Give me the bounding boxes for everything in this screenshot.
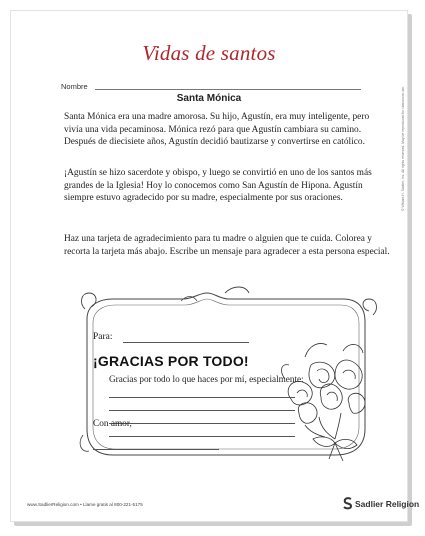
card-write-line-4 bbox=[109, 436, 295, 437]
worksheet-title: Vidas de santos bbox=[142, 41, 276, 65]
worksheet-page bbox=[10, 10, 420, 522]
card-to-line bbox=[123, 342, 249, 343]
card-signature-line bbox=[93, 449, 219, 450]
card-write-line-3 bbox=[109, 423, 295, 424]
card-write-line-1 bbox=[109, 397, 295, 398]
card-heading: ¡GRACIAS POR TODO! bbox=[93, 353, 249, 369]
name-line bbox=[95, 89, 361, 90]
card-write-line-2 bbox=[109, 410, 295, 411]
card-thanks-text: Gracias por todo lo que haces por mí, especialmente: bbox=[109, 374, 304, 384]
vertical-copyright: © William H. Sadlier, Inc. All rights reserved. May be reproduced for classroom use. bbox=[401, 86, 405, 211]
footer-contact: www.SadlierReligion.com • Llame gratis al 800-221-5175 bbox=[27, 502, 143, 507]
brand-name: Sadlier Religion bbox=[355, 499, 420, 509]
saint-heading: Santa Mónica bbox=[176, 93, 242, 104]
paragraph-3: Haz una tarjeta de agradecimiento para tu madre o alguien que te cuida. Colorea y recorta la tarjeta más abajo. Escribe un mensaje para agradecer a esta persona especial. bbox=[64, 234, 390, 257]
paragraph-1: Santa Mónica era una madre amorosa. Su hijo, Agustín, era muy inteligente, pero vivía una vida pecaminosa. Mónica rezó para que Agustín cambiara su camino. Después de diecisiete años, Agustín decidió bautizarse y convertirse en católico. bbox=[64, 112, 370, 148]
paragraph-2: ¡Agustín se hizo sacerdote y obispo, y luego se convirtió en uno de los santos más grandes de la Iglesia! Hoy lo conocemos como San Agustín de Hipona. Agustín siempre estuvo agradecido por su madre, especialmente por sus oraciones. bbox=[64, 168, 372, 204]
card-border-scroll-icon bbox=[73, 279, 385, 467]
name-label: Nombre bbox=[61, 82, 88, 91]
sadlier-logo-icon bbox=[343, 497, 353, 510]
thank-you-card bbox=[73, 279, 385, 467]
card-closing: Con amor, bbox=[93, 419, 132, 429]
card-to-label: Para: bbox=[93, 332, 113, 342]
